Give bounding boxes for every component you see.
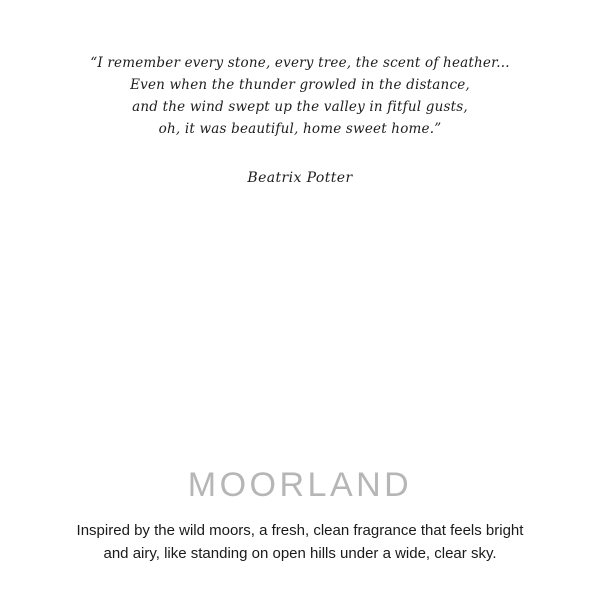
quote-line-4: oh, it was beautiful, home sweet home.” xyxy=(158,121,442,137)
quote-line-1: “I remember every stone, every tree, the scent of heather... xyxy=(90,55,510,71)
quote-attribution: Beatrix Potter xyxy=(247,170,353,186)
quote-line-3: and the wind swept up the valley in fitful gusts, xyxy=(132,99,468,115)
product-description: Inspired by the wild moors, a fresh, clean fragrance that feels bright and airy, like standing on open hills under a wide, clear sky. xyxy=(76,522,524,562)
quote-line-2: Even when the thunder growled in the distance, xyxy=(130,77,470,93)
quote-block xyxy=(0,52,600,186)
product-title: MOORLAND xyxy=(187,466,413,504)
